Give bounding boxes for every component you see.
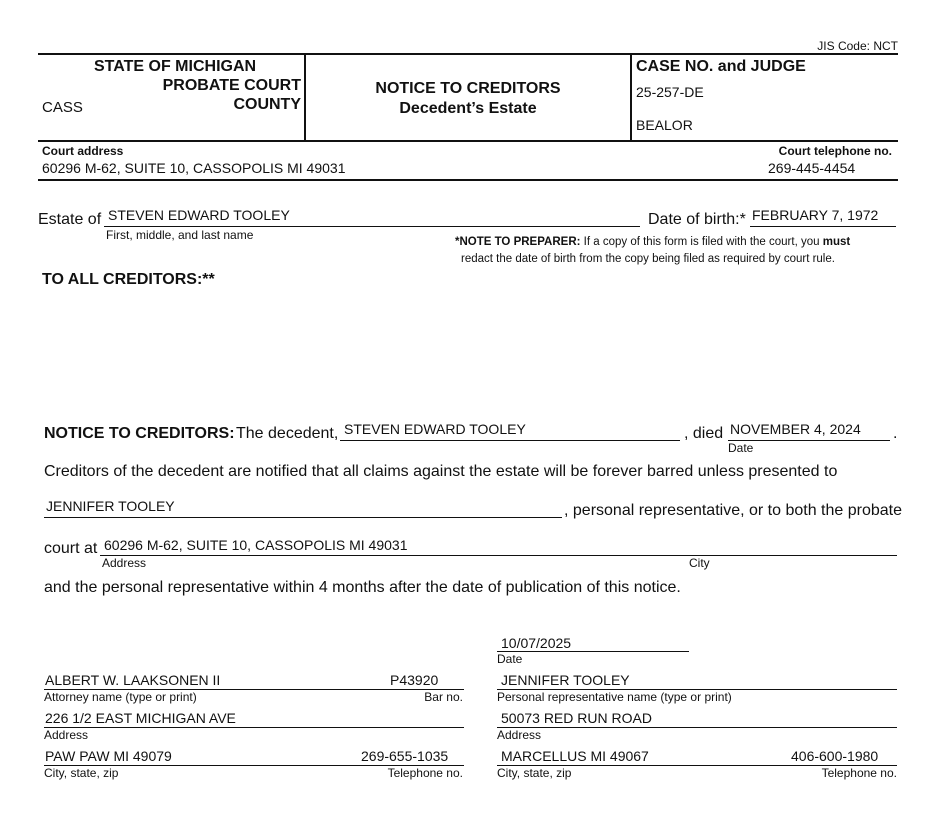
creditors-text: Creditors of the decedent are notified that all claims against the estate will be forever barred unless presented to: [44, 463, 838, 480]
note-text-2: redact the date of birth from the copy being filed as required by court rule.: [461, 253, 835, 265]
form-subtitle: Decedent’s Estate: [399, 100, 537, 117]
attorney-name[interactable]: ALBERT W. LAAKSONEN II: [45, 672, 221, 688]
decedent-text: The decedent,: [236, 425, 339, 442]
dob-rule: [750, 226, 896, 227]
case-number[interactable]: 25-257-DE: [636, 84, 704, 100]
attorney-city[interactable]: PAW PAW MI 49079: [45, 748, 172, 764]
note-must: must: [822, 236, 851, 248]
court-phone-label: Court telephone no.: [778, 144, 892, 158]
died-text: , died: [684, 425, 724, 442]
jis-code: JIS Code: NCT: [817, 39, 898, 53]
rep-address[interactable]: 50073 RED RUN ROAD: [501, 710, 652, 726]
header-top-rule: [38, 53, 898, 55]
decedent-name[interactable]: STEVEN EDWARD TOOLEY: [344, 421, 526, 437]
closing-text: and the personal representative within 4 months after the date of publication of this notice.: [44, 579, 681, 596]
city-caption: City: [689, 556, 710, 570]
attorney-bar-no[interactable]: P43920: [390, 672, 439, 688]
rep-city[interactable]: MARCELLUS MI 49067: [501, 748, 649, 764]
death-date-caption: Date: [728, 441, 754, 455]
dob-value[interactable]: FEBRUARY 7, 1972: [752, 207, 879, 223]
court-phone[interactable]: 269-445-4454: [768, 160, 856, 176]
rep-text: , personal representative, or to both the probate: [564, 502, 902, 519]
decedent-name-rule: [340, 440, 680, 441]
attorney-phone-caption: Telephone no.: [387, 766, 463, 780]
attorney-phone[interactable]: 269-655-1035: [361, 748, 449, 764]
attorney-address-rule: [44, 727, 464, 728]
to-all-creditors: TO ALL CREDITORS:**: [42, 271, 215, 288]
estate-name-rule: [104, 226, 640, 227]
court-at-text: court at: [44, 540, 98, 557]
county-label: COUNTY: [233, 96, 301, 113]
court-address[interactable]: 60296 M-62, SUITE 10, CASSOPOLIS MI 49031: [42, 160, 346, 176]
rep-address-rule: [497, 727, 897, 728]
header-divider-2: [630, 53, 632, 141]
notice-court-address[interactable]: 60296 M-62, SUITE 10, CASSOPOLIS MI 49031: [104, 537, 408, 553]
attorney-city-caption: City, state, zip: [44, 766, 119, 780]
death-date[interactable]: NOVEMBER 4, 2024: [730, 421, 861, 437]
rep-date-caption: Date: [497, 652, 523, 666]
court-address-label: Court address: [42, 144, 124, 158]
rep-phone[interactable]: 406-600-1980: [791, 748, 879, 764]
estate-name-caption: First, middle, and last name: [106, 228, 254, 242]
attorney-name-caption: Attorney name (type or print): [44, 690, 197, 704]
note-label: *NOTE TO PREPARER:: [455, 236, 581, 248]
note-text-1: If a copy of this form is filed with the court, you: [583, 236, 820, 248]
attorney-address[interactable]: 226 1/2 EAST MICHIGAN AVE: [45, 710, 236, 726]
attorney-address-caption: Address: [44, 728, 89, 742]
rep-name-caption: Personal representative name (type or print): [497, 690, 732, 704]
state-name: STATE OF MICHIGAN: [94, 58, 257, 75]
court-name: PROBATE COURT: [162, 77, 301, 94]
header-bottom-rule: [38, 179, 898, 181]
form-title: NOTICE TO CREDITORS: [375, 80, 561, 97]
rep-city-caption: City, state, zip: [497, 766, 572, 780]
dob-label: Date of birth:*: [648, 211, 746, 228]
estate-name[interactable]: STEVEN EDWARD TOOLEY: [108, 207, 290, 223]
rep-date-rule: [497, 651, 689, 652]
county-value: CASS: [42, 99, 83, 116]
header-mid-rule: [38, 140, 898, 142]
judge-name[interactable]: BEALOR: [636, 117, 693, 133]
rep-address-caption: Address: [497, 728, 542, 742]
notice-period: .: [893, 425, 898, 442]
rep-date[interactable]: 10/07/2025: [501, 635, 572, 651]
notice-lead: NOTICE TO CREDITORS:: [44, 425, 235, 442]
rep-phone-caption: Telephone no.: [821, 766, 897, 780]
case-label: CASE NO. and JUDGE: [636, 58, 806, 75]
court-address-rule: [100, 555, 897, 556]
rep-block-name[interactable]: JENNIFER TOOLEY: [501, 672, 630, 688]
estate-prefix: Estate of: [38, 211, 102, 228]
rep-name-rule: [44, 517, 562, 518]
rep-name[interactable]: JENNIFER TOOLEY: [46, 498, 175, 514]
note-to-preparer: [455, 236, 850, 248]
address-caption: Address: [102, 556, 147, 570]
bar-no-caption: Bar no.: [424, 690, 463, 704]
